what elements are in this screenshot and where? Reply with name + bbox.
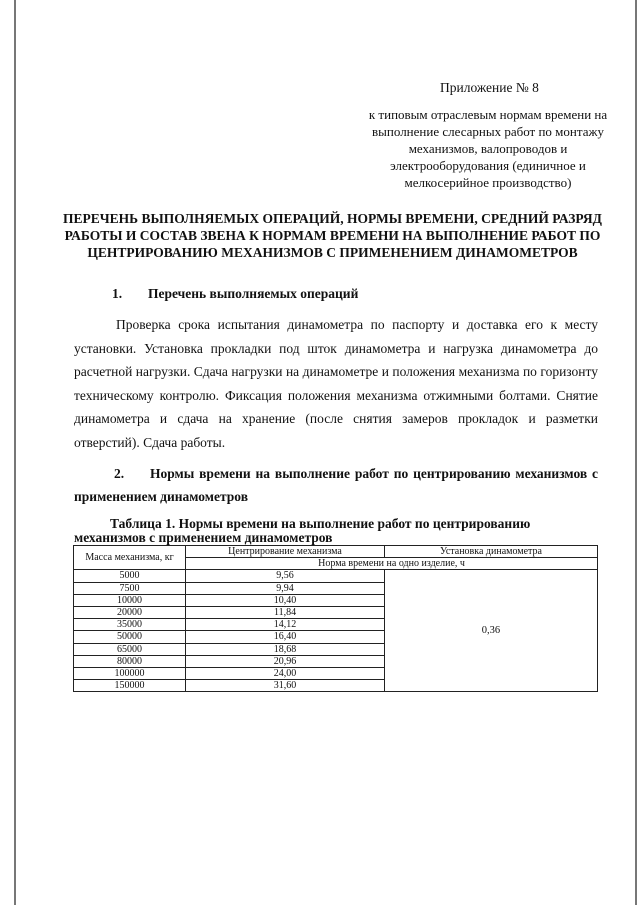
centering-cell: 9,56 (186, 570, 385, 582)
table-header-row (74, 546, 598, 558)
table-row (74, 570, 598, 582)
page-left-edge (14, 0, 16, 905)
centering-cell: 11,84 (186, 606, 385, 618)
mass-cell: 100000 (74, 667, 186, 679)
header-centering: Центрирование механизма (186, 546, 385, 558)
centering-cell: 20,96 (186, 655, 385, 667)
section-1-title: Перечень выполняемых операций (148, 286, 359, 301)
table-caption: Таблица 1. Нормы времени на выполнение работ по центрированию механизмов с применением динамометров (74, 516, 531, 545)
centering-cell: 18,68 (186, 643, 385, 655)
centering-cell: 10,40 (186, 594, 385, 606)
section-1-text: Проверка срока испытания динамометра по паспорту и доставка его к месту установки. Установка прокладки под шток динамометра и нагрузка динамометра до расчетной нагрузки. Сдача нагрузки на динамометре и положения механизма по горизонту техническому контролю. Фиксация положения механизма отжимными болтами. Снятие динамометра и сдача на хранение (после снятия замеров прокладок и разметки отверстий). Сдача работы. (74, 317, 598, 450)
centering-cell: 14,12 (186, 619, 385, 631)
install-value-cell: 0,36 (384, 570, 597, 692)
mass-cell: 10000 (74, 594, 186, 606)
mass-cell: 7500 (74, 582, 186, 594)
mass-cell: 150000 (74, 680, 186, 692)
section-1-number: 1. (112, 286, 123, 301)
mass-cell: 65000 (74, 643, 186, 655)
annex-title: Приложение № 8 (440, 80, 539, 95)
mass-cell: 50000 (74, 631, 186, 643)
page-right-edge (635, 0, 637, 905)
header-mass: Масса механизма, кг (74, 546, 186, 570)
document-heading: ПЕРЕЧЕНЬ ВЫПОЛНЯЕМЫХ ОПЕРАЦИЙ, НОРМЫ ВРЕМЕНИ, СРЕДНИЙ РАЗРЯД РАБОТЫ И СОСТАВ ЗВЕНА К НОРМАМ ВРЕМЕНИ НА ВЫПОЛНЕНИЕ РАБОТ ПО ЦЕНТРИРОВАНИЮ МЕХАНИЗМОВ С ПРИМЕНЕНИЕМ ДИНАМОМЕТРОВ (63, 211, 602, 260)
section-2-number: 2. (114, 466, 125, 481)
centering-cell: 9,94 (186, 582, 385, 594)
mass-cell: 35000 (74, 619, 186, 631)
header-install: Установка динамометра (384, 546, 597, 558)
mass-cell: 80000 (74, 655, 186, 667)
mass-cell: 5000 (74, 570, 186, 582)
annex-subtitle: к типовым отраслевым нормам времени на выполнение слесарных работ по монтажу механизмов, валопроводов и электрооборудования (единичное и мелкосерийное производство) (368, 107, 608, 190)
norms-table (73, 545, 598, 692)
centering-cell: 31,60 (186, 680, 385, 692)
mass-cell: 20000 (74, 606, 186, 618)
centering-cell: 24,00 (186, 667, 385, 679)
section-1-heading (112, 286, 358, 302)
centering-cell: 16,40 (186, 631, 385, 643)
section-2-heading (74, 462, 598, 508)
section-2-title: Нормы времени на выполнение работ по центрированию механизмов с применением динамометров (74, 466, 598, 504)
header-norm: Норма времени на одно изделие, ч (186, 558, 598, 570)
